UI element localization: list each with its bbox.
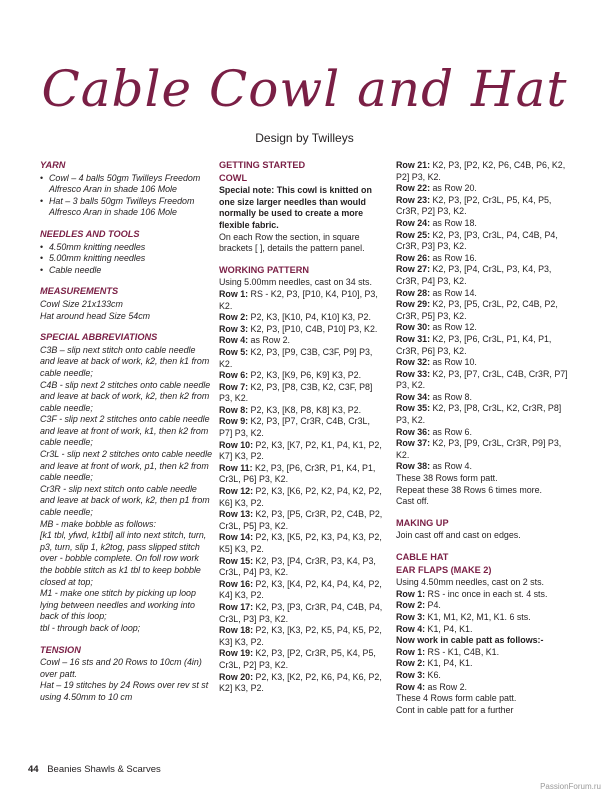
getting-started-heading: GETTING STARTED (219, 160, 306, 170)
row-label: Row 1: (396, 646, 426, 657)
row-instruction: as Row 18. (430, 217, 477, 228)
page-number: 44 (28, 764, 39, 775)
pattern-row (396, 392, 568, 404)
pattern-row (396, 369, 568, 392)
row-label: Row 37: (396, 438, 431, 449)
pattern-row (396, 299, 568, 322)
page-footer (28, 764, 161, 775)
closing-line: These 4 Rows form cable patt. (396, 693, 517, 704)
row-label: Row 8: (219, 404, 249, 415)
closing-line: Cont in cable patt for a further (396, 704, 514, 715)
pattern-row (219, 556, 385, 579)
row-instruction: K2, P3, [P9, C3B, C3F, P9] P3, K2. (219, 346, 373, 369)
measurements-heading: MEASUREMENTS (40, 286, 119, 297)
row-instruction: as Row 16. (430, 252, 477, 263)
row-label: Row 19: (219, 648, 254, 659)
row-instruction: K2, P3, [P4, Cr3R, P3, K4, P3, Cr3L, P4] P3, K2. (219, 555, 376, 578)
working-pattern-heading: WORKING PATTERN (219, 264, 309, 275)
needle-item: • 5.00mm knitting needles (40, 253, 212, 265)
row-label: Row 3: (219, 323, 249, 334)
pattern-row (396, 183, 568, 195)
row-instruction: as Row 10. (430, 357, 477, 368)
watermark: PassionForum.ru (540, 782, 601, 791)
abbreviation-item: [k1 tbl, yfwd, k1tbl] all into next stitch, turn, p3, turn, slip 1, k2tog, pass slipped stitch over - bobble complete. On foll row work the bobble stitch as k1 tbl to keep bobble closed at top; (40, 530, 207, 587)
needle-item: • Cable needle (40, 265, 212, 277)
pattern-row (219, 289, 385, 312)
row-instruction: P2, K3, [K3, P2, K5, P4, K5, P2, K3] K3, P2. (219, 625, 382, 647)
pattern-row (396, 253, 568, 265)
row-label: Row 3: (396, 611, 426, 622)
pattern-row (219, 440, 385, 463)
row-instruction: K2, P3, [P3, Cr3R, P4, C4B, P4, Cr3L, P3] P3, K2. (219, 601, 383, 624)
pattern-row (396, 403, 568, 426)
pattern-row (219, 463, 385, 486)
pattern-row (396, 589, 568, 601)
row-instruction: P2, K3, [K9, P6, K9] K3, P2. (248, 370, 362, 381)
row-instruction: P4. (425, 600, 441, 611)
row-label: Row 16: (219, 578, 254, 589)
row-label: Row 25: (396, 229, 431, 240)
row-label: Row 15: (219, 555, 254, 566)
row-label: Row 26: (396, 252, 431, 263)
pattern-row (396, 218, 568, 230)
cable-patt-heading: Now work in cable patt as follows:- (396, 635, 544, 646)
row-instruction: RS - K1, C4B, K1. (425, 646, 500, 657)
pattern-row (396, 195, 568, 218)
abbreviation-item: Cr3L - slip next 2 stitches onto cable needle and leave at front of work, p1, then k2 from cable needle; (40, 449, 213, 483)
row-label: Row 38: (396, 461, 431, 472)
row-label: Row 21: (396, 160, 431, 170)
row-label: Row 35: (396, 403, 431, 414)
ear-flaps-heading: EAR FLAPS (MAKE 2) (396, 564, 492, 575)
row-label: Row 32: (396, 357, 431, 368)
row-instruction: as Row 14. (430, 287, 477, 298)
row-label: Row 17: (219, 601, 254, 612)
row-instruction: K2, P3, [P5, Cr3R, P2, C4B, P2, Cr3L, P5] P3, K2. (219, 509, 383, 531)
row-label: Row 12: (219, 486, 254, 497)
row-instruction: RS - K2, P3, [P10, K4, P10], P3, K2. (219, 288, 378, 311)
row-label: Row 27: (396, 264, 431, 275)
pattern-row (396, 322, 568, 334)
row-instruction: K2, P3, [P3, Cr3L, P4, C4B, P4, Cr3R, P3] P3, K2. (396, 229, 558, 252)
yarn-item: • Hat – 3 balls 50gm Twilleys Freedom Alfresco Aran in shade 106 Mole (40, 196, 212, 219)
row-label: Row 10: (219, 439, 254, 450)
row-label: Row 7: (219, 381, 249, 392)
row-label: Row 2: (396, 600, 426, 611)
row-instruction: P2, K3, [K2, P2, K6, P4, K6, P2, K2] K3, P2. (219, 671, 382, 694)
pattern-row (219, 579, 385, 602)
abbreviation-item: C3F - slip next 2 stitches onto cable needle and leave at front of work, k1, then k2 from cable needle; (40, 414, 210, 448)
tension-item: Cowl – 16 sts and 20 Rows to 10cm (4in) over patt. (40, 657, 202, 679)
column-materials (40, 160, 212, 704)
page-title: Cable Cowl and Hat (41, 60, 568, 118)
row-instruction: P2, K3, [K10, P4, K10] K3, P2. (248, 312, 371, 323)
pattern-note: Cast off. (396, 496, 429, 507)
row-instruction: K2, P3, [P2, K2, P6, C4B, P6, K2, P2] P3, K2. (396, 160, 566, 182)
row-instruction: K2, P3, [P8, Cr3L, K2, Cr3R, P8] P3, K2. (396, 403, 562, 426)
pattern-row (219, 324, 385, 336)
row-label: Row 22: (396, 183, 431, 194)
row-instruction: K2, P3, [P4, Cr3L, P3, K4, P3, Cr3R, P4] P3, K2. (396, 264, 552, 286)
pattern-row (219, 370, 385, 382)
pattern-row (219, 382, 385, 405)
row-instruction: K2, P3, [P2, Cr3L, P5, K4, P5, Cr3R, P2] P3, K2. (396, 194, 552, 217)
ear-flaps-intro: Using 4.50mm needles, cast on 2 sts. (396, 577, 544, 588)
row-label: Row 34: (396, 391, 431, 402)
row-label: Row 1: (219, 288, 249, 299)
row-label: Row 23: (396, 194, 431, 205)
column-continued (396, 160, 568, 716)
pattern-row (396, 160, 568, 183)
pattern-row (219, 602, 385, 625)
pattern-row (396, 264, 568, 287)
pattern-row (219, 648, 385, 671)
pattern-row (396, 670, 568, 682)
designer-byline: Design by Twilleys (255, 131, 354, 145)
row-instruction: as Row 6. (430, 426, 472, 437)
row-label: Row 6: (219, 370, 249, 381)
special-note: Special note: This cowl is knitted on one size larger needles than would normally be used to create a more flexible fabric. (219, 185, 372, 230)
pattern-row (396, 461, 568, 473)
row-instruction: P2, K3, [K5, P2, K3, P4, K3, P2, K5] K3, P2. (219, 532, 382, 554)
abbreviations-heading: SPECIAL ABBREVIATIONS (40, 332, 158, 343)
abbreviation-item: MB - make bobble as follows: (40, 518, 156, 529)
pattern-row (396, 600, 568, 612)
needle-item: • 4.50mm knitting needles (40, 242, 212, 254)
row-label: Row 9: (219, 416, 249, 427)
needles-heading: NEEDLES AND TOOLS (40, 228, 140, 239)
row-instruction: as Row 2. (425, 681, 468, 692)
pattern-row (396, 682, 568, 694)
pattern-row (219, 405, 385, 417)
publication-name: Beanies Shawls & Scarves (47, 764, 161, 775)
row-label: Row 5: (219, 346, 249, 357)
row-label: Row 28: (396, 287, 431, 298)
row-instruction: RS - inc once in each st. 4 sts. (425, 588, 548, 599)
pattern-row (219, 347, 385, 370)
cable-hat-heading: CABLE HAT (396, 552, 449, 562)
pattern-row (219, 625, 385, 648)
tension-heading: TENSION (40, 644, 81, 655)
row-instruction: K2, P3, [P10, C4B, P10] P3, K2. (248, 323, 378, 334)
pattern-row (219, 672, 385, 695)
measurement-item: Cowl Size 21x133cm (40, 298, 123, 309)
pattern-row (396, 334, 568, 357)
yarn-heading: YARN (40, 160, 66, 170)
working-pattern-intro: Using 5.00mm needles, cast on 34 sts. (219, 277, 372, 288)
row-label: Row 36: (396, 426, 431, 437)
row-instruction: K1, P4, K1. (425, 658, 473, 669)
yarn-item: • Cowl – 4 balls 50gm Twilleys Freedom Alfresco Aran in shade 106 Mole (40, 173, 212, 196)
row-label: Row 24: (396, 217, 431, 228)
row-instruction: K1, M1, K2, M1, K1. 6 sts. (425, 611, 531, 622)
row-instruction: K1, P4, K1. (425, 623, 473, 634)
cowl-heading: COWL (219, 172, 248, 183)
row-label: Row 33: (396, 368, 431, 379)
measurement-item: Hat around head Size 54cm (40, 310, 151, 321)
row-instruction: as Row 12. (430, 322, 477, 333)
making-up-text: Join cast off and cast on edges. (396, 530, 521, 541)
row-instruction: K2, P3, [P6, Cr3R, P1, K4, P1, Cr3L, P6] P3, K2. (219, 462, 376, 485)
row-label: Row 29: (396, 299, 431, 310)
row-label: Row 20: (219, 671, 254, 682)
row-instruction: K2, P3, [P7, Cr3R, C4B, Cr3L, P7] P3, K2. (219, 416, 370, 439)
row-label: Row 4: (219, 335, 249, 346)
row-instruction: as Row 20. (430, 183, 477, 194)
pattern-note: Repeat these 38 Rows 6 times more. (396, 484, 543, 495)
row-label: Row 14: (219, 532, 254, 543)
pattern-row (219, 335, 385, 347)
abbreviation-item: C4B - slip next 2 stitches onto cable needle and leave at back of work, k2, then k2 from cable needle; (40, 379, 211, 413)
pattern-row (219, 532, 385, 555)
tension-item: Hat – 19 stitches by 24 Rows over rev st st using 4.50mm to 10 cm (40, 680, 209, 702)
abbreviation-item: tbl - through back of loop; (40, 622, 141, 633)
row-instruction: as Row 4. (430, 461, 472, 472)
row-instruction: P2, K3, [K6, P2, K2, P4, K2, P2, K6] K3, P2. (219, 486, 382, 508)
pattern-row (396, 624, 568, 636)
row-instruction: K2, P3, [P5, Cr3L, P2, C4B, P2, Cr3R, P5] P3, K2. (396, 299, 558, 321)
pattern-row (396, 612, 568, 624)
pattern-row (396, 230, 568, 253)
row-instruction: P2, K3, [K8, P8, K8] K3, P2. (248, 404, 362, 415)
bracket-note: On each Row the section, in square brackets [ ], details the pattern panel. (219, 231, 365, 254)
row-label: Row 11: (219, 462, 253, 473)
pattern-row (396, 357, 568, 369)
abbreviation-item: M1 - make one stitch by picking up loop lying between needles and working into back of this loop; (40, 588, 196, 622)
abbreviation-item: C3B – slip next stitch onto cable needle and leave at back of work, k2, then k1 from cable needle; (40, 344, 210, 378)
row-instruction: K2, P3, [P6, Cr3L, P1, K4, P1, Cr3R, P6] P3, K2. (396, 333, 552, 356)
row-label: Row 1: (396, 588, 426, 599)
row-instruction: K2, P3, [P7, Cr3L, C4B, Cr3R, P7] P3, K2. (396, 368, 568, 391)
pattern-row (396, 658, 568, 670)
row-instruction: K6. (425, 669, 441, 680)
row-label: Row 30: (396, 322, 431, 333)
pattern-row (396, 647, 568, 659)
row-instruction: P2, K3, [K4, P2, K4, P4, K4, P2, K4] K3, P2. (219, 578, 382, 601)
pattern-row (396, 438, 568, 461)
row-label: Row 18: (219, 625, 254, 636)
row-label: Row 4: (396, 623, 426, 634)
making-up-heading: MAKING UP (396, 517, 449, 528)
pattern-row (219, 416, 385, 439)
row-instruction: as Row 8. (430, 391, 472, 402)
row-instruction: P2, K3, [K7, P2, K1, P4, K1, P2, K7] K3, P2. (219, 439, 382, 462)
pattern-row (219, 486, 385, 509)
row-label: Row 3: (396, 669, 426, 680)
row-label: Row 13: (219, 509, 254, 520)
abbreviation-item: Cr3R - slip next stitch onto cable needle and leave at back of work, k2, then p1 from cable needle; (40, 483, 210, 518)
row-instruction: K2, P3, [P8, C3B, K2, C3F, P8] P3, K2. (219, 381, 373, 404)
pattern-row (396, 427, 568, 439)
pattern-note: These 38 Rows form patt. (396, 473, 498, 484)
row-label: Row 31: (396, 333, 431, 344)
row-instruction: K2, P3, [P9, Cr3L, Cr3R, P9] P3, K2. (396, 438, 562, 460)
row-label: Row 4: (396, 681, 426, 692)
pattern-row (219, 312, 385, 324)
pattern-row (396, 288, 568, 300)
row-instruction: as Row 2. (248, 335, 291, 346)
row-label: Row 2: (396, 658, 426, 669)
row-instruction: K2, P3, [P2, Cr3R, P5, K4, P5, Cr3L, P2] P3, K2. (219, 648, 376, 670)
row-label: Row 2: (219, 312, 249, 323)
column-cowl (219, 160, 385, 695)
pattern-row (219, 509, 385, 532)
